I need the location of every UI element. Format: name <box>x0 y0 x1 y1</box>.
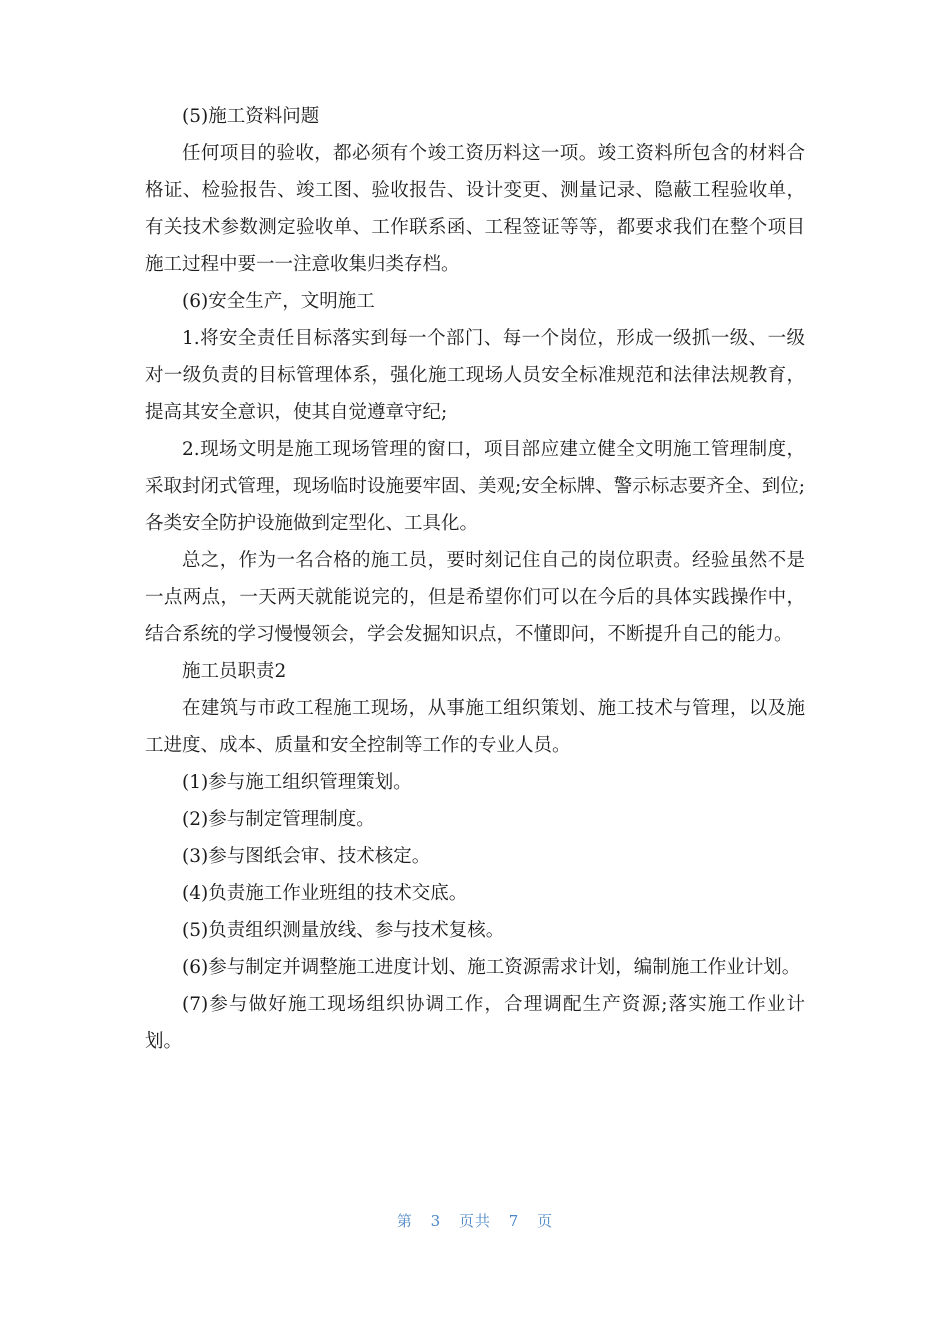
page-footer <box>0 1210 950 1231</box>
list-item-duty-3: (3)参与图纸会审、技术核定。 <box>182 846 431 867</box>
footer-label-ye: 页 <box>537 1212 554 1230</box>
list-item-duty-7: (7)参与做好施工现场组织协调工作，合理调配生产资源;落实施工作业计划。 <box>145 994 805 1052</box>
document-body <box>145 98 805 1060</box>
list-item-duty-6: (6)参与制定并调整施工进度计划、施工资源需求计划，编制施工作业计划。 <box>182 957 801 978</box>
heading-safety-civilized-construction: (6)安全生产，文明施工 <box>182 291 375 312</box>
heading-construction-documents: (5)施工资料问题 <box>182 106 320 127</box>
list-item-duty-5: (5)负责组织测量放线、参与技术复核。 <box>182 920 505 941</box>
paragraph-role-definition: 在建筑与市政工程施工现场，从事施工组织策划、施工技术与管理，以及施工进度、成本、质量和安全控制等工作的专业人员。 <box>145 698 805 756</box>
list-item-duty-2: (2)参与制定管理制度。 <box>182 809 375 830</box>
footer-current-page: 3 <box>430 1212 442 1230</box>
footer-label-di: 第 <box>396 1212 413 1230</box>
paragraph-acceptance-documents: 任何项目的验收，都必须有个竣工资历料这一项。竣工资料所包含的材料合格证、检验报告、竣工图、验收报告、设计变更、测量记录、隐蔽工程验收单，有关技术参数测定验收单、工作联系函、工程签证等等，都要求我们在整个项目施工过程中要一一注意收集归类存档。 <box>145 143 805 275</box>
list-item-duty-1: (1)参与施工组织管理策划。 <box>182 772 412 793</box>
footer-total-pages: 7 <box>508 1212 520 1230</box>
section-title-duties-2: 施工员职责2 <box>182 661 287 682</box>
list-item-duty-4: (4)负责施工作业班组的技术交底。 <box>182 883 468 904</box>
paragraph-summary: 总之，作为一名合格的施工员，要时刻记住自己的岗位职责。经验虽然不是一点两点，一天两天就能说完的，但是希望你们可以在今后的具体实践操作中，结合系统的学习慢慢领会，学会发掘知识点，不懂即问，不断提升自己的能力。 <box>145 550 805 645</box>
paragraph-safety-responsibility: 1.将安全责任目标落实到每一个部门、每一个岗位，形成一级抓一级、一级对一级负责的目标管理体系，强化施工现场人员安全标准规范和法律法规教育，提高其安全意识，使其自觉遵章守纪; <box>145 328 805 423</box>
footer-label-ye-gong: 页共 <box>458 1212 491 1230</box>
paragraph-site-civilization: 2.现场文明是施工现场管理的窗口，项目部应建立健全文明施工管理制度，采取封闭式管理，现场临时设施要牢固、美观;安全标牌、警示标志要齐全、到位;各类安全防护设施做到定型化、工具化。 <box>145 439 805 534</box>
